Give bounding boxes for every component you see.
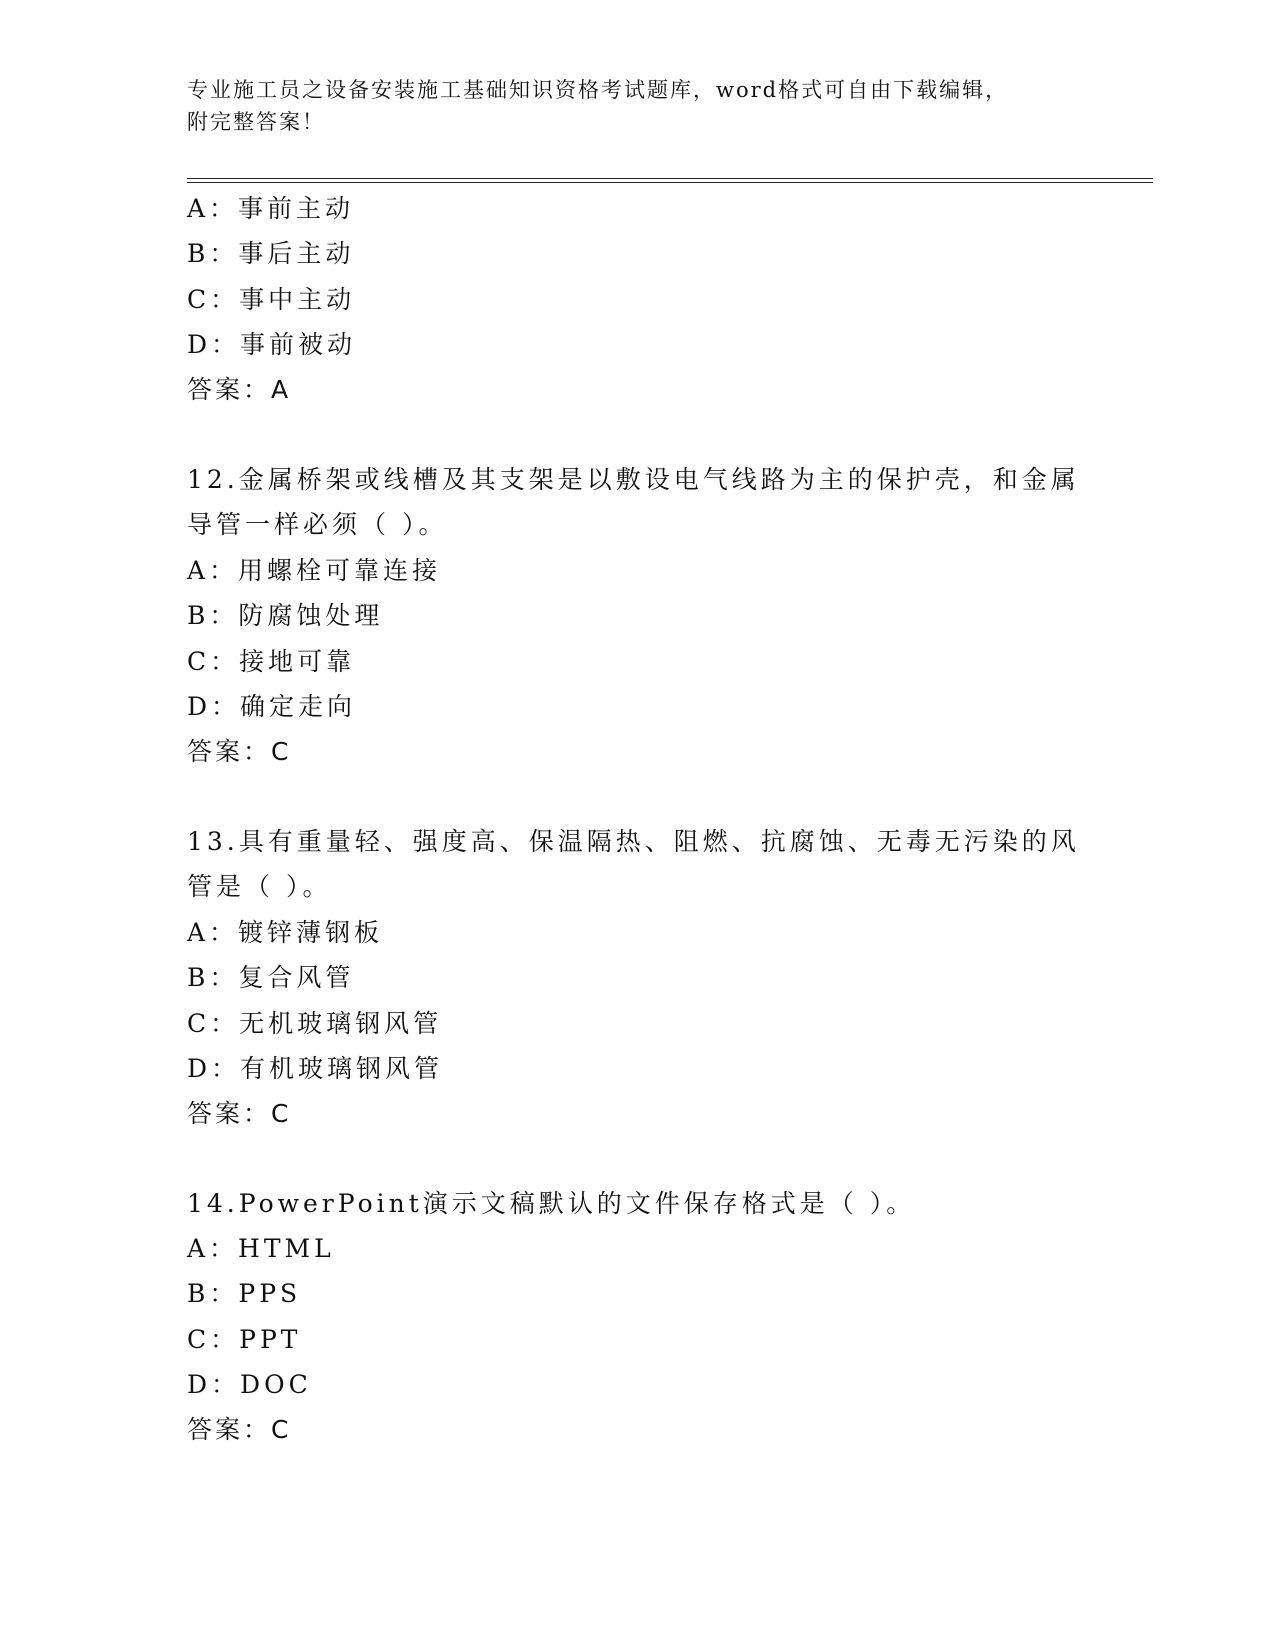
q11-option-d: D：事前被动 xyxy=(187,330,357,359)
q13-stem-line-1: 13.具有重量轻、强度高、保温隔热、阻燃、抗腐蚀、无毒无污染的风 xyxy=(187,827,1080,856)
q11-option-a: A：事前主动 xyxy=(187,194,355,223)
q14-option-b: B：PPS xyxy=(187,1279,302,1308)
q12-option-c: C：接地可靠 xyxy=(187,647,356,676)
q13-option-d: D：有机玻璃钢风管 xyxy=(187,1054,444,1083)
q13-option-b: B：复合风管 xyxy=(187,963,355,992)
q12-option-d: D：确定走向 xyxy=(187,692,357,721)
q13-option-a: A：镀锌薄钢板 xyxy=(187,918,384,947)
header-rule-top xyxy=(187,178,1153,179)
header-rule-bottom xyxy=(187,182,1153,183)
q11-option-c: C：事中主动 xyxy=(187,285,356,314)
q12-stem-line-2: 导管一样必须（ ）。 xyxy=(187,510,448,539)
q13-stem-line-2: 管是（ ）。 xyxy=(187,872,332,901)
q14-option-c: C：PPT xyxy=(187,1325,302,1354)
q11-answer: 答案：A xyxy=(187,375,292,404)
q11-option-b: B：事后主动 xyxy=(187,239,355,268)
q13-option-c: C：无机玻璃钢风管 xyxy=(187,1009,443,1038)
header-line-2: 附完整答案！ xyxy=(187,110,325,134)
q14-option-a: A：HTML xyxy=(187,1234,335,1263)
q13-answer: 答案：C xyxy=(187,1099,292,1128)
q12-option-a: A：用螺栓可靠连接 xyxy=(187,556,442,585)
header-line-1: 专业施工员之设备安装施工基础知识资格考试题库，word格式可自由下载编辑， xyxy=(187,78,1009,102)
q14-stem-line-1: 14.PowerPoint演示文稿默认的文件保存格式是（ ）。 xyxy=(187,1189,916,1218)
q12-stem-line-1: 12.金属桥架或线槽及其支架是以敷设电气线路为主的保护壳，和金属 xyxy=(187,465,1080,494)
q12-option-b: B：防腐蚀处理 xyxy=(187,601,384,630)
q14-answer: 答案：C xyxy=(187,1415,292,1444)
document-header xyxy=(187,74,1087,138)
q14-option-d: D：DOC xyxy=(187,1370,312,1399)
q12-answer: 答案：C xyxy=(187,737,292,766)
